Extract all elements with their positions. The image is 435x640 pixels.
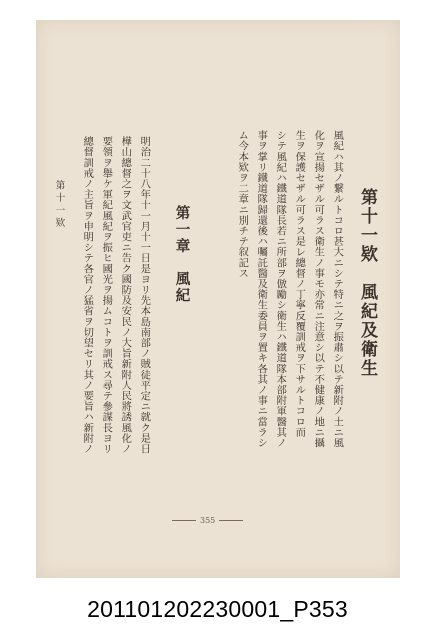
page-number-right-rule (219, 520, 243, 521)
chapter-paragraph-line: 明治二十八年十一月十一日是ヨリ先本島南部ノ賊徒平定ニ就ク是日 (138, 136, 151, 454)
document-page (36, 20, 400, 578)
page-number-left-rule (172, 520, 196, 521)
section-paragraph-line: ム今本欵ヲ二章ニ別チテ叙記ス (236, 130, 249, 279)
page-number-text: 355 (200, 516, 216, 525)
section-paragraph-line: 風紀ハ其ノ繋ルトコロ甚大ニシテ特ニ之ヲ振肅シ以テ新附ノ土ニ風 (331, 130, 344, 448)
chapter-heading: 第一章 風紀 (173, 205, 191, 304)
chapter-paragraph-line: 總督訓戒ノ主旨ヲ申明シテ各官ノ猛省ヲ切望セリ其ノ要旨ハ新附ノ (81, 136, 94, 454)
image-caption: 201101202230001_P353 (87, 596, 348, 622)
section-paragraph-line: 事ヲ掌リ鐵道隊歸還後ハ囑託醫及衛生委員ヲ置キ各其ノ事ニ當ラシ (255, 130, 268, 448)
chapter-paragraph-line: 樺山總督之ヲ文武官吏ニ告ク國防及安民ノ大旨新附人民將誘風化ノ (119, 136, 132, 454)
page-footer-label: 第十一欵 (53, 180, 65, 230)
chapter-paragraph-line: 要領ヲ舉ケ軍紀風紀ヲ振ヒ國光ヲ揚ムコトヲ訓戒ス尋テ參謀長ヨリ (100, 136, 113, 454)
section-title: 第十一欵 風紀及衛生 (357, 188, 377, 378)
page-number (172, 516, 243, 525)
section-paragraph-line: 生ヲ保護セザル可ラス是レ總督ノ丁寧反覆訓戒ヲ下サルトコロ而 (293, 130, 306, 438)
section-paragraph-line: シテ風紀ハ鐵道隊長若ニ所部ヲ倣勵シ衛生ハ鐵道隊本部附軍醫其ノ (274, 130, 287, 448)
section-paragraph-line: 化ヲ宣揚セザル可ラス衛生ノ事モ亦常ニ注意シ以テ不健康ノ地ニ攝 (312, 130, 325, 448)
